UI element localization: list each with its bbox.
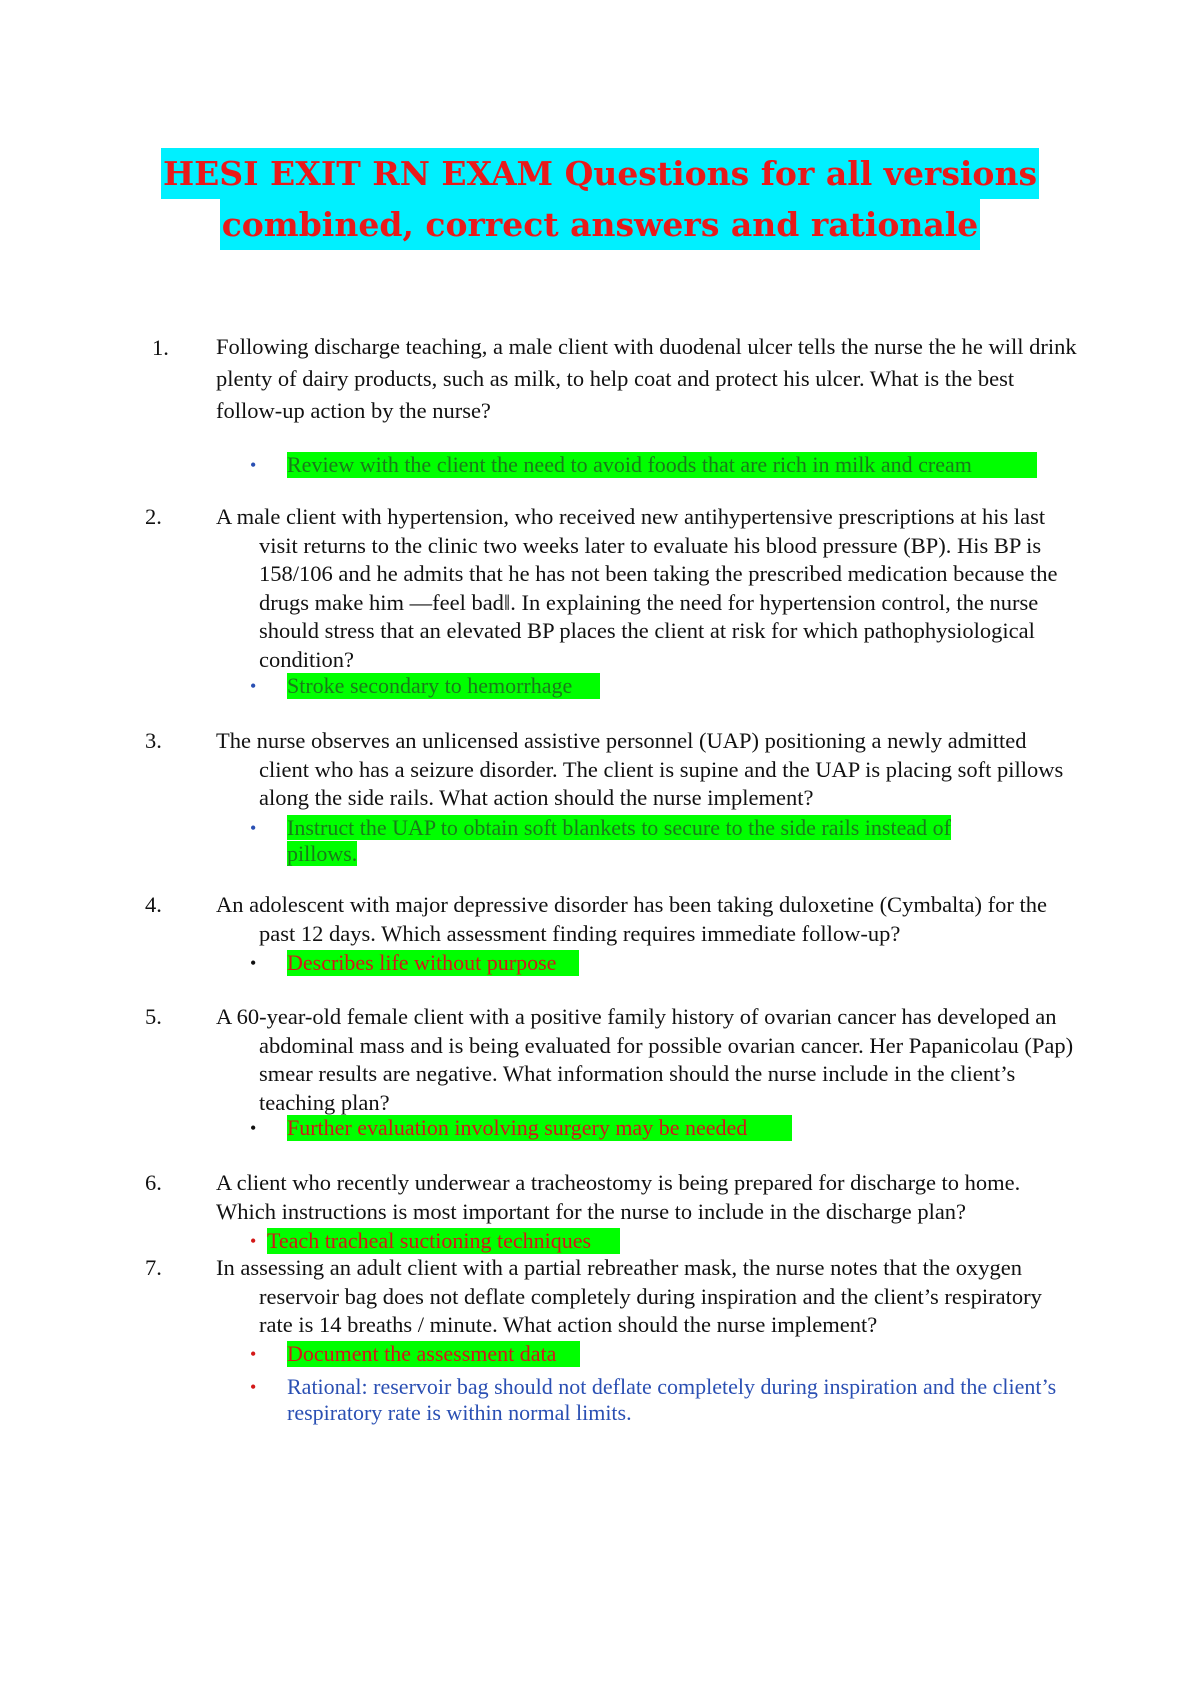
question-number: 2. <box>145 504 162 529</box>
question-number: 4. <box>145 892 162 917</box>
question-number: 7. <box>145 1255 162 1280</box>
question-text: In assessing an adult client with a partial rebreather mask, the nurse notes that the oxygen reservoir bag does not deflate completely during inspiration and the client’s respiratory rate is 14 breaths / minute. What action should the nurse implement? <box>216 1255 1042 1337</box>
question-text: A male client with hypertension, who received new antihypertensive prescriptions at his last visit returns to the clinic two weeks later to evaluate his blood pressure (BP). His BP is 158/106 and he admits that he has not been taking the prescribed medication because the drugs make him —feel bad‖. In explaining the need for hypertension control, the nurse should stress that an elevated BP places the client at risk for which pathophysiological condition? <box>216 504 1058 672</box>
answer-text: Describes life without purpose <box>287 950 579 976</box>
question-text: A 60-year-old female client with a positive family history of ovarian cancer has developed an abdominal mass and is being evaluated for possible ovarian cancer. Her Papanicolau (Pap) smear results are negative. What information should the nurse include in the client’s teaching plan? <box>216 1004 1074 1115</box>
question-text: Following discharge teaching, a male client with duodenal ulcer tells the nurse the he will drink plenty of dairy products, such as milk, to help coat and protect his ulcer. What is the best follow-up action by the nurse? <box>216 334 1077 423</box>
answer-text <box>287 815 1017 867</box>
bullet-icon: • <box>250 953 257 973</box>
question-text: The nurse observes an unlicensed assistive personnel (UAP) positioning a newly admitted client who has a seizure disorder. The client is supine and the UAP is placing soft pillows along the side rails. What action should the nurse implement? <box>216 728 1064 810</box>
bullet-icon: • <box>250 1118 257 1138</box>
title-line-2: combined, correct answers and rationale <box>220 199 981 250</box>
question-number: 3. <box>145 728 162 753</box>
bullet-icon: • <box>250 818 257 838</box>
answer-highlight: Instruct the UAP to obtain soft blankets to secure to the side rails instead of pillows. <box>287 815 951 866</box>
question-number: 5. <box>145 1004 162 1029</box>
answer-text: Review with the client the need to avoid foods that are rich in milk and cream <box>287 452 1037 478</box>
answer-text: Stroke secondary to hemorrhage <box>287 673 600 699</box>
answer-text: Further evaluation involving surgery may be needed <box>287 1115 792 1141</box>
answer-text: Teach tracheal suctioning techniques <box>267 1228 620 1254</box>
bullet-icon: • <box>250 676 257 696</box>
title-line-1: HESI EXIT RN EXAM Questions for all versions <box>161 148 1039 199</box>
question-number: 1. <box>152 335 169 360</box>
bullet-icon: • <box>250 1231 257 1251</box>
bullet-icon: • <box>250 455 257 475</box>
page-title <box>100 148 1100 250</box>
bullet-icon: • <box>250 1344 257 1364</box>
answer-text: Document the assessment data <box>287 1341 580 1367</box>
rationale-text: Rational: reservoir bag should not deflate completely during inspiration and the client’s respiratory rate is within normal limits. <box>287 1374 1057 1425</box>
bullet-icon: • <box>250 1377 257 1397</box>
question-text: An adolescent with major depressive disorder has been taking duloxetine (Cymbalta) for the past 12 days. Which assessment finding requires immediate follow-up? <box>216 892 1048 946</box>
question-number: 6. <box>145 1170 162 1195</box>
question-text: A client who recently underwear a tracheostomy is being prepared for discharge to home. Which instructions is most important for the nurse to include in the discharge plan? <box>216 1170 1021 1224</box>
